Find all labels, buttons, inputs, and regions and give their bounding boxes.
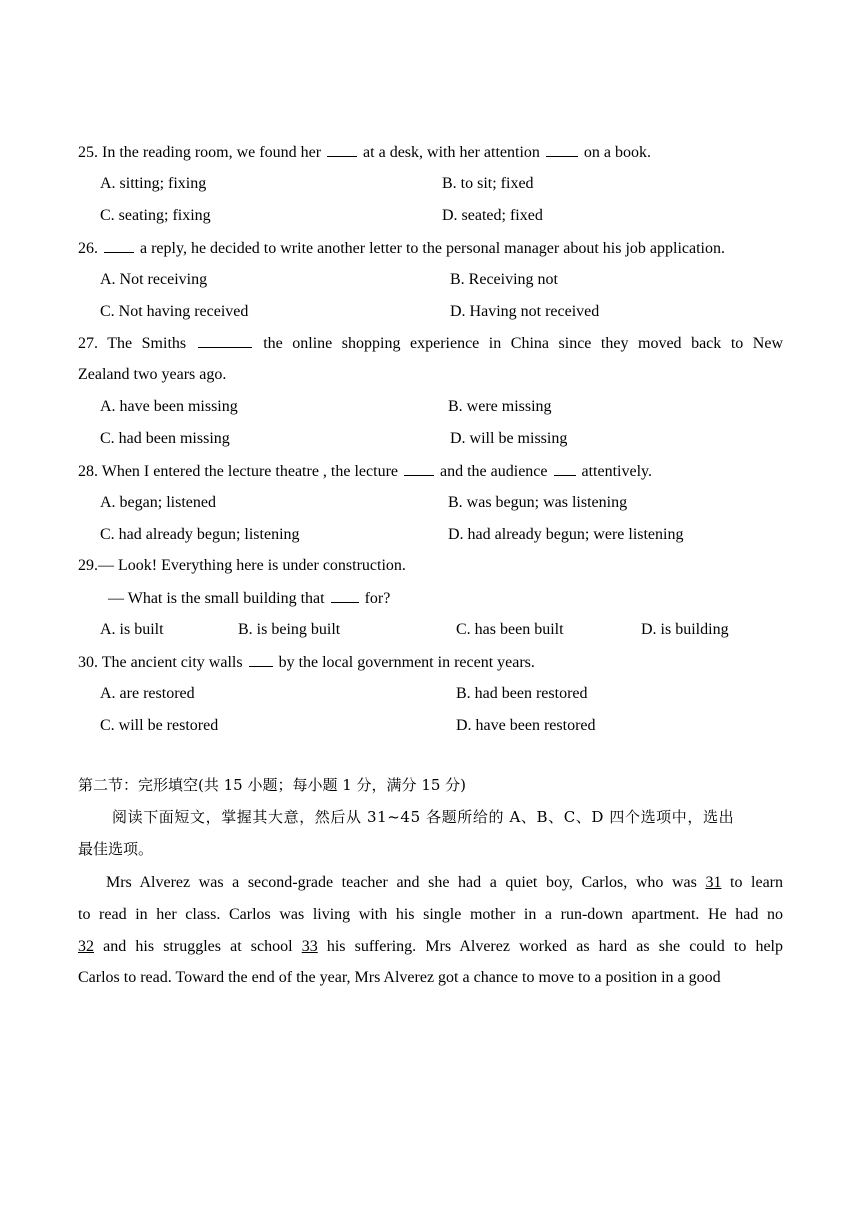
question-number: 25. (78, 144, 98, 161)
cloze-blank-33: 33 (301, 938, 318, 955)
answer-blank (249, 652, 273, 667)
option-b: B. had been restored (456, 685, 588, 702)
question-30-stem (78, 652, 535, 673)
question-27-stem-cont: Zealand two years ago. (78, 366, 227, 383)
option-b: B. were missing (448, 398, 552, 415)
passage-line-4: Carlos to read. Toward the end of the year, Mrs Alverez got a chance to move to a position in a good (78, 969, 721, 986)
option-b: B. to sit; fixed (442, 175, 534, 192)
question-29-reply (108, 588, 390, 609)
stem-text: In the reading room, we found her (102, 144, 322, 161)
stem-text: a reply, he decided to write another letter to the personal manager about his job application. (140, 240, 725, 257)
passage-text: Mrs Alverez was a second-grade teacher and she had a quiet boy, Carlos, who was (106, 874, 697, 891)
answer-blank (554, 461, 576, 476)
stem-text: The ancient city walls (101, 654, 243, 671)
option-c: C. has been built (456, 621, 564, 638)
answer-blank (104, 238, 134, 253)
option-b: B. is being built (238, 621, 341, 638)
stem-text: — Look! Everything here is under construction. (98, 557, 406, 574)
option-c: C. had already begun; listening (100, 526, 300, 543)
passage-line-2: to read in her class. Carlos was living with his single mother in a run-down apartment. He had no (78, 906, 783, 923)
passage-text: to learn (730, 874, 784, 891)
stem-text: on a book. (583, 144, 651, 161)
stem-text: — What is the small building that (108, 590, 325, 607)
question-number: 28. (78, 463, 98, 480)
question-27-stem (78, 333, 783, 354)
stem-text: the online shopping experience in China since they moved back to New (263, 335, 784, 352)
option-c: C. will be restored (100, 717, 219, 734)
passage-line-1 (78, 873, 783, 893)
answer-blank (331, 588, 359, 603)
cloze-blank-31: 31 (705, 874, 722, 891)
option-a: A. sitting; fixing (100, 175, 207, 192)
answer-blank (327, 142, 357, 157)
option-a: A. is built (100, 621, 164, 638)
answer-blank (546, 142, 578, 157)
option-a: A. are restored (100, 685, 195, 702)
option-d: D. had already begun; were listening (448, 526, 684, 543)
option-b: B. was begun; was listening (448, 494, 628, 511)
stem-text: and the audience (440, 463, 548, 480)
stem-text: When I entered the lecture theatre , the lecture (101, 463, 398, 480)
option-a: A. began; listened (100, 494, 216, 511)
section-heading: 第二节：完形填空(共 15 小题；每小题 1 分，满分 15 分) (78, 776, 467, 794)
stem-text: The Smiths (107, 335, 187, 352)
option-d: D. is building (641, 621, 729, 638)
question-28-stem (78, 461, 652, 482)
stem-text: attentively. (581, 463, 652, 480)
stem-text: at a desk, with her attention (363, 144, 540, 161)
option-c: C. seating; fixing (100, 207, 211, 224)
stem-text: by the local government in recent years. (278, 654, 535, 671)
option-d: D. will be missing (450, 430, 568, 447)
option-a: A. Not receiving (100, 271, 208, 288)
passage-text: his suffering. Mrs Alverez worked as hard as she could to help (326, 938, 784, 955)
section-instruction-cont: 最佳选项。 (78, 840, 154, 858)
question-29-stem (78, 556, 406, 576)
question-number: 29. (78, 557, 98, 574)
passage-line-3 (78, 937, 783, 957)
question-25-stem (78, 142, 651, 163)
answer-blank (404, 461, 434, 476)
passage-text: and his struggles at school (103, 938, 293, 955)
stem-text: for? (364, 590, 391, 607)
option-a: A. have been missing (100, 398, 238, 415)
option-c: C. had been missing (100, 430, 230, 447)
answer-blank (198, 333, 252, 348)
section-instruction: 阅读下面短文，掌握其大意，然后从 31~45 各题所给的 A、B、C、D 四个选项中，选出 (112, 808, 735, 826)
option-b: B. Receiving not (450, 271, 558, 288)
option-d: D. seated; fixed (442, 207, 543, 224)
question-number: 26. (78, 240, 98, 257)
option-d: D. have been restored (456, 717, 596, 734)
question-number: 27. (78, 335, 98, 352)
question-26-stem (78, 238, 725, 259)
option-d: D. Having not received (450, 303, 600, 320)
option-c: C. Not having received (100, 303, 249, 320)
cloze-blank-32: 32 (78, 938, 94, 955)
question-number: 30. (78, 654, 98, 671)
